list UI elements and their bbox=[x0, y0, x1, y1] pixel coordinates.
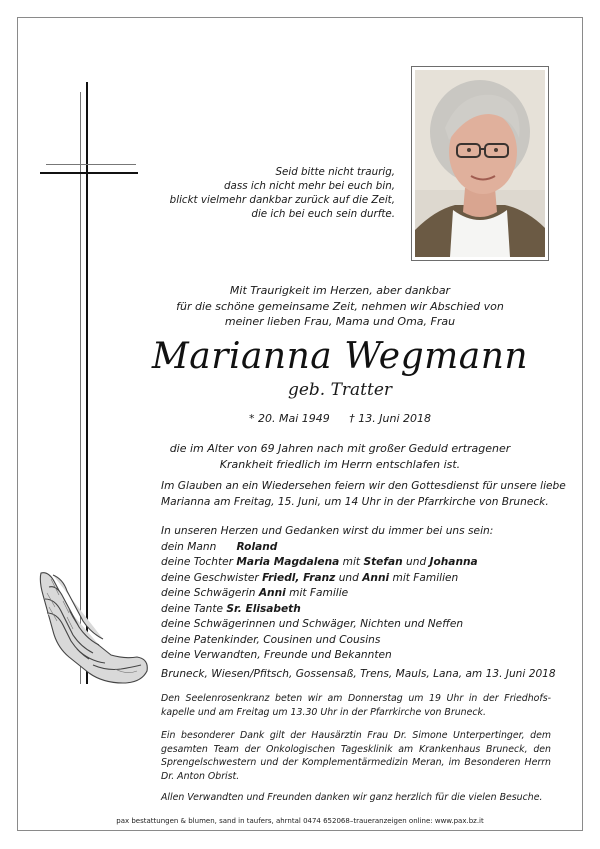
poem bbox=[165, 165, 395, 221]
intro-line: Mit Traurigkeit im Herzen, aber dankbar bbox=[229, 284, 451, 297]
death-line: Krankheit friedlich im Herrn entschlafen ist. bbox=[219, 457, 461, 471]
poem-line: Seid bitte nicht traurig, bbox=[275, 166, 395, 178]
final-thanks: Allen Verwandten und Freunden danken wir ganz herzlich für die vielen Besuche. bbox=[161, 792, 543, 803]
funeral-service bbox=[161, 479, 566, 510]
cross-horizontal bbox=[40, 172, 138, 174]
praying-hands-icon bbox=[33, 565, 153, 687]
rosary-notice: Den Seelenrosenkranz beten wir am Donnerstag um 19 Uhr in der Friedhofs-kapelle und am Freitag um 13.30 Uhr in der Pfarrkirche von Bruneck. bbox=[161, 693, 551, 718]
maiden-name: geb. Tratter bbox=[287, 380, 393, 400]
place-date: Bruneck, Wiesen/Pfitsch, Gossensaß, Trens, Mauls, Lana, am 13. Juni 2018 bbox=[161, 668, 556, 680]
family-list bbox=[161, 524, 551, 664]
cross-shadow-horizontal bbox=[46, 164, 136, 165]
death-text bbox=[150, 441, 530, 472]
service-line: Marianna am Freitag, 15. Juni, um 14 Uhr in der Pfarrkirche von Bruneck. bbox=[161, 495, 549, 508]
family-relatives: deine Verwandten, Freunde und Bekannten bbox=[161, 649, 392, 661]
death-date: † 13. Juni 2018 bbox=[349, 412, 431, 425]
poem-line: dass ich nicht mehr bei euch bin, bbox=[224, 180, 395, 192]
death-line: die im Alter von 69 Jahren nach mit großer Geduld ertragener bbox=[169, 442, 511, 455]
intro-line: für die schöne gemeinsame Zeit, nehmen wir Abschied von bbox=[176, 299, 504, 313]
intro-text bbox=[150, 283, 530, 330]
birth-date: * 20. Mai 1949 bbox=[249, 412, 330, 425]
family-siblings: deine Geschwister Friedl, Franz und Anni mit Familien bbox=[161, 571, 459, 584]
portrait-image bbox=[415, 70, 545, 257]
family-sister-in-law: deine Schwägerin Anni mit Familie bbox=[161, 587, 349, 599]
thanks-notice: Ein besonderer Dank gilt der Hausärztin Frau Dr. Simone Unterpertinger, dem gesamten Team der Onkologischen Tagesklinik am Krankenhaus Bruneck, den Sprengelschwestern und der Komplementärmedizin Meran, im Besonderen Herrn Dr. Anton Obrist. bbox=[161, 730, 551, 782]
family-daughter: deine Tochter Maria Magdalena mit Stefan und Johanna bbox=[161, 556, 478, 568]
family-husband: dein Mann Roland bbox=[161, 540, 278, 553]
family-aunt: deine Tante Sr. Elisabeth bbox=[161, 602, 301, 615]
poem-line: blickt vielmehr dankbar zurück auf die Zeit, bbox=[169, 194, 395, 206]
deceased-name: Marianna Wegmann bbox=[151, 336, 529, 377]
intro-line: meiner lieben Frau, Mama und Oma, Frau bbox=[224, 315, 456, 328]
portrait-photo bbox=[411, 66, 549, 261]
life-dates bbox=[150, 412, 530, 425]
footer-credit: pax bestattungen & blumen, sand in taufers, ahrntal 0474 652068–traueranzeigen online: www.pax.bz.it bbox=[116, 817, 484, 825]
service-line: Im Glauben an ein Wiedersehen feiern wir den Gottesdienst für unsere liebe bbox=[161, 480, 566, 492]
family-intro: In unseren Herzen und Gedanken wirst du immer bei uns sein: bbox=[161, 525, 494, 537]
poem-line: die ich bei euch sein durfte. bbox=[251, 208, 395, 220]
family-godchildren: deine Patenkinder, Cousinen und Cousins bbox=[161, 633, 381, 646]
family-inlaws: deine Schwägerinnen und Schwäger, Nichten und Neffen bbox=[161, 618, 464, 630]
